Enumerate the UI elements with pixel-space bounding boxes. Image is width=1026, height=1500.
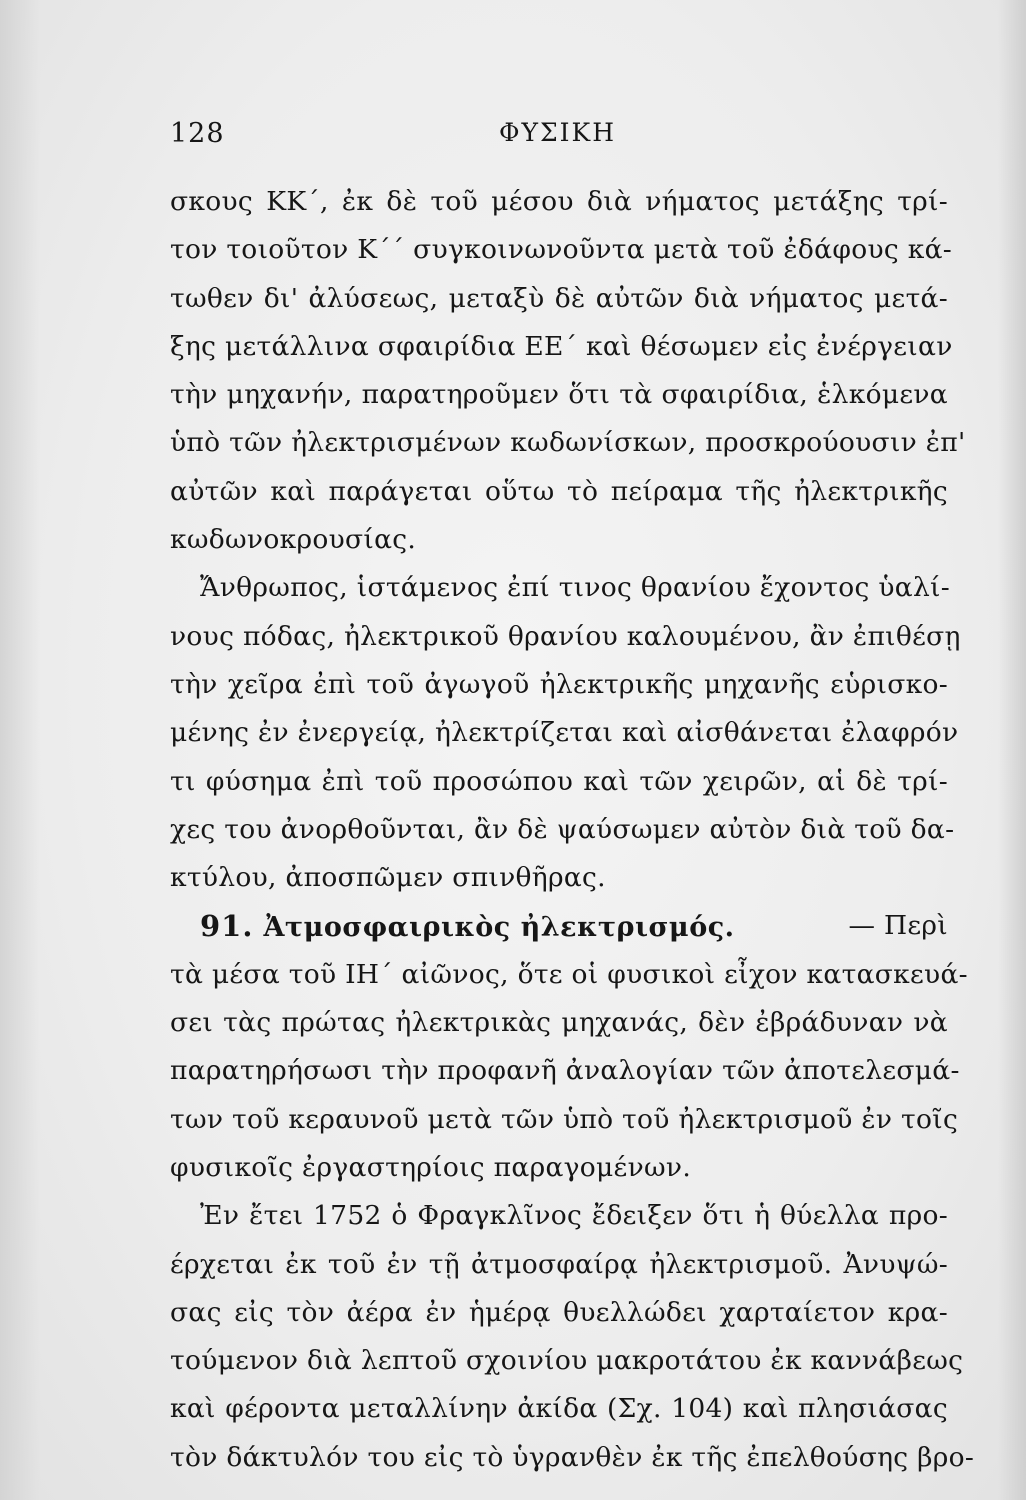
text-line: τὴν χεῖρα ἐπὶ τοῦ ἀγωγοῦ ἠλεκτρικῆς μηχανῆς εὑρισκο- (170, 668, 948, 700)
section-number: 91. (200, 909, 254, 944)
running-title: ΦΥΣΙΚΗ (498, 118, 617, 147)
text-line: έρχεται ἐκ τοῦ ἐν τῇ ἀτμοσφαίρᾳ ἠλεκτρισμοῦ. Ἀνυψώ- (170, 1248, 948, 1280)
body-text (170, 178, 975, 1482)
right-edge-shadow (998, 0, 1026, 1500)
section-heading-line (170, 902, 948, 950)
text-line: τὰ μέσα τοῦ ΙΗ΄ αἰῶνος, ὅτε οἱ φυσικοὶ εἶχον κατασκευά- (170, 958, 968, 990)
section-title: Ἀτμοσφαιρικὸς ἠλεκτρισμός. (263, 912, 735, 944)
left-edge-shadow (0, 0, 40, 1500)
text-line: μένης ἐν ἐνεργείᾳ, ἠλεκτρίζεται καὶ αἰσθάνεται ἐλαφρόν (170, 717, 959, 749)
text-line: νους πόδας, ἠλεκτρικοῦ θρανίου καλουμένου, ἂν ἐπιθέσῃ (170, 620, 961, 652)
text-line: τούμενον διὰ λεπτοῦ σχοινίου μακροτάτου ἐκ καννάβεως (170, 1345, 964, 1377)
text-line: κτύλου, ἀποσπῶμεν σπινθῆρας. (170, 862, 606, 894)
text-line: Ἐν ἔτει 1752 ὁ Φραγκλῖνος ἔδειξεν ὅτι ἡ θύελλα προ- (200, 1200, 948, 1232)
text-line: τὸν δάκτυλόν του εἰς τὸ ὑγρανθὲν ἐκ τῆς ἐπελθούσης βρο- (170, 1441, 975, 1473)
text-line: τὴν μηχανήν, παρατηροῦμεν ὅτι τὰ σφαιρίδια, ἑλκόμενα (170, 379, 948, 411)
text-line: τωθεν δι' ἀλύσεως, μεταξὺ δὲ αὐτῶν διὰ νήματος μετά- (170, 282, 948, 314)
text-line: των τοῦ κεραυνοῦ μετὰ τῶν ὑπὸ τοῦ ἠλεκτρισμοῦ ἐν τοῖς (170, 1103, 959, 1135)
text-line: τι φύσημα ἐπὶ τοῦ προσώπου καὶ τῶν χειρῶν, αἱ δὲ τρί- (170, 765, 948, 797)
text-line: αὐτῶν καὶ παράγεται οὕτω τὸ πείραμα τῆς ἠλεκτρικῆς (170, 475, 948, 507)
text-line: ξης μετάλλινα σφαιρίδια ΕΕ΄ καὶ θέσωμεν εἰς ἐνέργειαν (170, 330, 953, 362)
text-line: Ἄνθρωπος, ἱστάμενος ἐπί τινος θρανίου ἔχοντος ὑαλί- (200, 572, 950, 604)
text-line: σει τὰς πρώτας ἠλεκτρικὰς μηχανάς, δὲν ἐβράδυναν νὰ (170, 1007, 948, 1039)
text-line: τον τοιοῦτον Κ΄΄ συγκοινωνοῦντα μετὰ τοῦ ἐδάφους κά- (170, 234, 953, 266)
text-line: καὶ φέροντα μεταλλίνην ἀκίδα (Σχ. 104) καὶ πλησιάσας (170, 1393, 948, 1425)
text-line: σας εἰς τὸν ἀέρα ἐν ἡμέρᾳ θυελλώδει χαρταίετον κρα- (170, 1296, 948, 1328)
text-line: ὑπὸ τῶν ἠλεκτρισμένων κωδωνίσκων, προσκρούουσιν ἐπ' (170, 427, 966, 459)
page-number: 128 (170, 118, 225, 149)
text-line: φυσικοῖς ἐργαστηρίοις παραγομένων. (170, 1151, 692, 1183)
section-lead-text: — Περὶ (848, 910, 948, 942)
text-line: κωδωνοκρουσίας. (170, 524, 417, 556)
text-line: παρατηρήσωσι τὴν προφανῆ ἀναλογίαν τῶν ἀποτελεσμά- (170, 1055, 960, 1087)
text-line: σκους ΚΚ΄, ἐκ δὲ τοῦ μέσου διὰ νήματος μετάξης τρί- (170, 186, 948, 217)
page-header (170, 118, 945, 154)
text-line: χες του ἀνορθοῦνται, ἂν δὲ ψαύσωμεν αὐτὸν διὰ τοῦ δα- (170, 813, 955, 845)
